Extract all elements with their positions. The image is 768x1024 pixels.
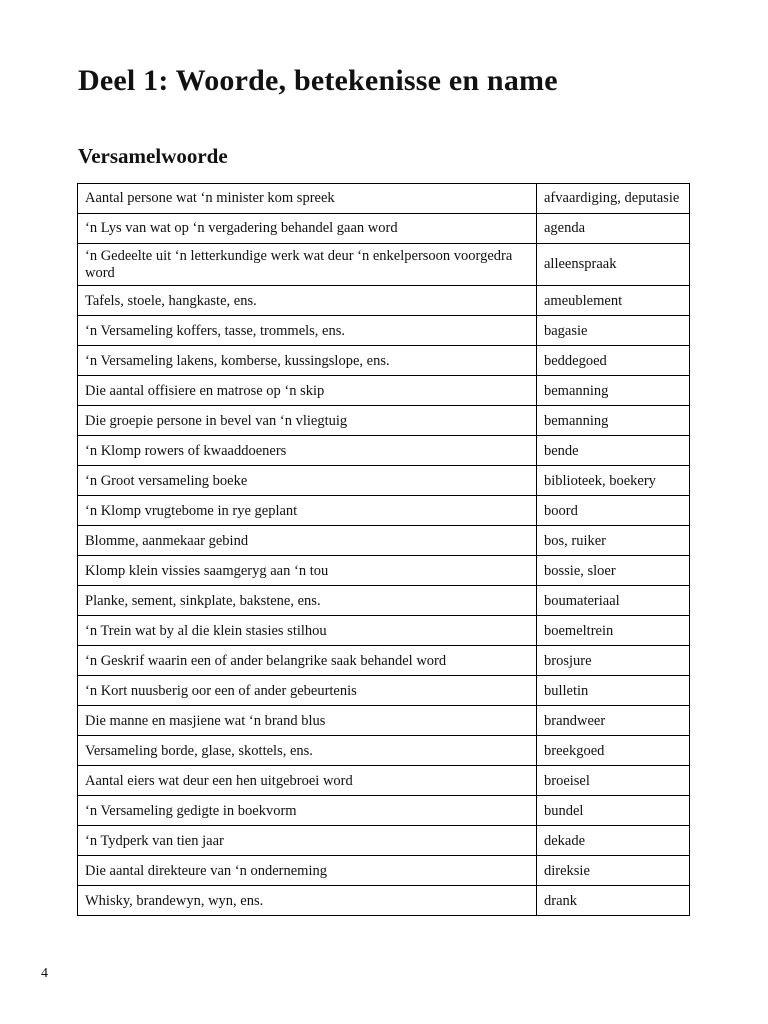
row-collective-noun: brandweer <box>537 706 690 736</box>
table-row <box>78 214 690 244</box>
row-description: ‘n Klomp vrugtebome in rye geplant <box>78 496 537 526</box>
row-collective-noun: bulletin <box>537 676 690 706</box>
table-row <box>78 676 690 706</box>
row-description: ‘n Klomp rowers of kwaaddoeners <box>78 436 537 466</box>
row-collective-noun: direksie <box>537 856 690 886</box>
row-collective-noun: boumateriaal <box>537 586 690 616</box>
table-row <box>78 556 690 586</box>
row-description: ‘n Gedeelte uit ‘n letterkundige werk wat deur ‘n enkelpersoon voorgedra word <box>78 244 537 286</box>
row-collective-noun: alleenspraak <box>537 244 690 286</box>
table-row <box>78 466 690 496</box>
row-collective-noun: brosjure <box>537 646 690 676</box>
row-collective-noun: bundel <box>537 796 690 826</box>
row-description: ‘n Versameling gedigte in boekvorm <box>78 796 537 826</box>
row-description: Aantal eiers wat deur een hen uitgebroei word <box>78 766 537 796</box>
row-description: ‘n Versameling lakens, komberse, kussingslope, ens. <box>78 346 537 376</box>
row-collective-noun: drank <box>537 886 690 916</box>
page-number: 4 <box>41 966 48 981</box>
row-description: Klomp klein vissies saamgeryg aan ‘n tou <box>78 556 537 586</box>
page-title: Deel 1: Woorde, betekenisse en name <box>78 64 558 97</box>
row-description: Die manne en masjiene wat ‘n brand blus <box>78 706 537 736</box>
table-row <box>78 316 690 346</box>
row-description: ‘n Lys van wat op ‘n vergadering behandel gaan word <box>78 214 537 244</box>
row-description: Whisky, brandewyn, wyn, ens. <box>78 886 537 916</box>
row-description: Versameling borde, glase, skottels, ens. <box>78 736 537 766</box>
table-body <box>78 184 690 916</box>
row-description: Die groepie persone in bevel van ‘n vliegtuig <box>78 406 537 436</box>
row-collective-noun: biblioteek, boekery <box>537 466 690 496</box>
row-collective-noun: bagasie <box>537 316 690 346</box>
table-row <box>78 736 690 766</box>
row-description: ‘n Geskrif waarin een of ander belangrike saak behandel word <box>78 646 537 676</box>
table-row <box>78 766 690 796</box>
row-collective-noun: breekgoed <box>537 736 690 766</box>
row-collective-noun: boemeltrein <box>537 616 690 646</box>
row-description: Die aantal direkteure van ‘n onderneming <box>78 856 537 886</box>
row-description: Aantal persone wat ‘n minister kom spreek <box>78 184 537 214</box>
table-row <box>78 646 690 676</box>
table-row <box>78 856 690 886</box>
row-collective-noun: bende <box>537 436 690 466</box>
table-row <box>78 826 690 856</box>
table-row <box>78 886 690 916</box>
row-collective-noun: bos, ruiker <box>537 526 690 556</box>
row-description: ‘n Tydperk van tien jaar <box>78 826 537 856</box>
row-collective-noun: broeisel <box>537 766 690 796</box>
table-row <box>78 184 690 214</box>
collective-nouns-table <box>77 183 690 916</box>
row-description: ‘n Kort nuusberig oor een of ander gebeurtenis <box>78 676 537 706</box>
row-description: Blomme, aanmekaar gebind <box>78 526 537 556</box>
row-description: Planke, sement, sinkplate, bakstene, ens. <box>78 586 537 616</box>
row-description: Die aantal offisiere en matrose op ‘n skip <box>78 376 537 406</box>
table-row <box>78 586 690 616</box>
row-collective-noun: ameublement <box>537 286 690 316</box>
table-row <box>78 376 690 406</box>
row-collective-noun: afvaardiging, deputasie <box>537 184 690 214</box>
table-row <box>78 346 690 376</box>
row-description: ‘n Trein wat by al die klein stasies stilhou <box>78 616 537 646</box>
table-row <box>78 616 690 646</box>
row-collective-noun: boord <box>537 496 690 526</box>
table-row <box>78 706 690 736</box>
row-collective-noun: dekade <box>537 826 690 856</box>
row-collective-noun: bemanning <box>537 376 690 406</box>
row-collective-noun: agenda <box>537 214 690 244</box>
row-collective-noun: bemanning <box>537 406 690 436</box>
table-row <box>78 526 690 556</box>
row-description: ‘n Groot versameling boeke <box>78 466 537 496</box>
row-collective-noun: beddegoed <box>537 346 690 376</box>
row-description: ‘n Versameling koffers, tasse, trommels, ens. <box>78 316 537 346</box>
table-row <box>78 244 690 286</box>
row-collective-noun: bossie, sloer <box>537 556 690 586</box>
table-row <box>78 286 690 316</box>
table-row <box>78 436 690 466</box>
table-row <box>78 496 690 526</box>
row-description: Tafels, stoele, hangkaste, ens. <box>78 286 537 316</box>
table-row <box>78 406 690 436</box>
table-row <box>78 796 690 826</box>
section-title: Versamelwoorde <box>78 144 228 168</box>
